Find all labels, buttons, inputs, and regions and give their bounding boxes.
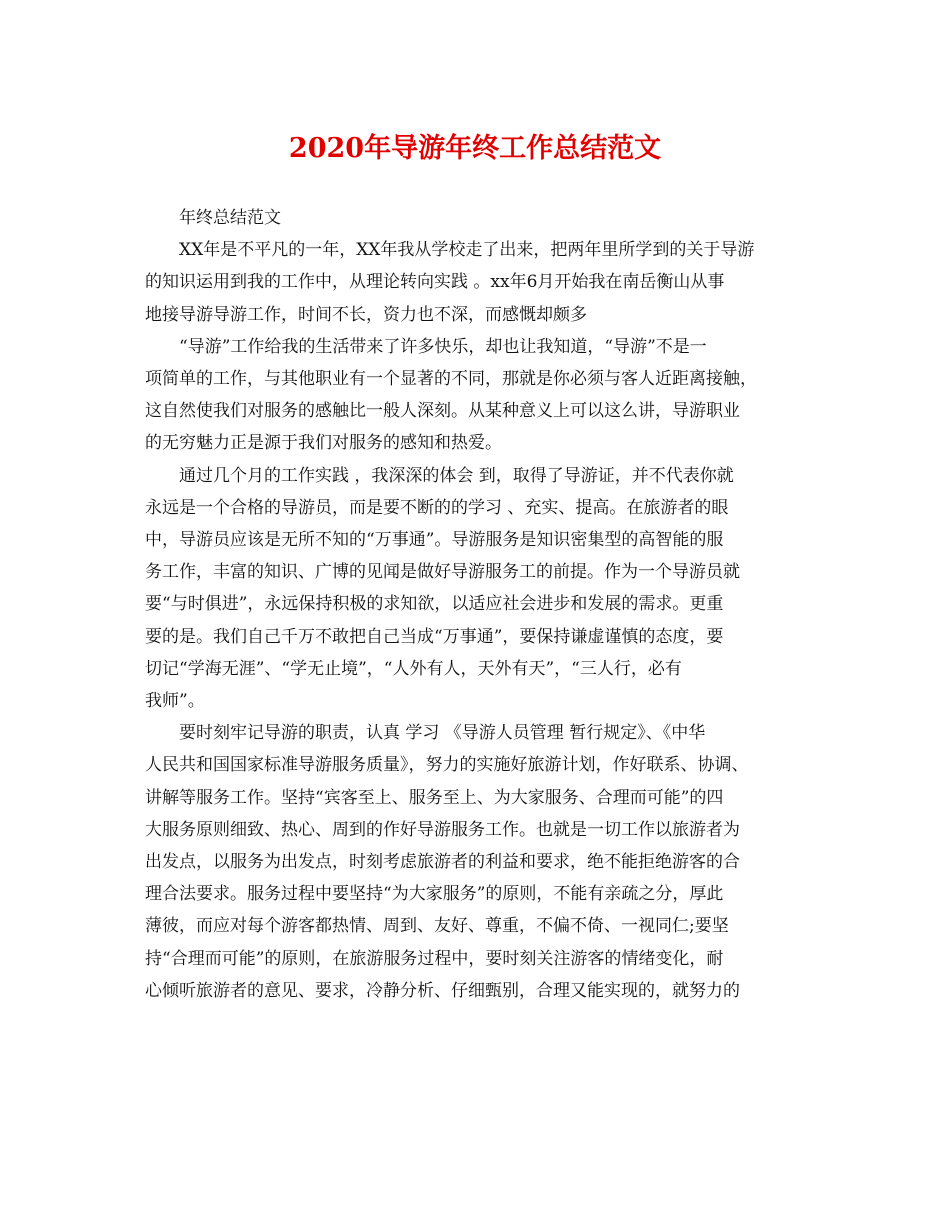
body-line: “导游”工作给我的生活带来了许多快乐，却也让我知道，“导游”不是一 bbox=[179, 336, 707, 357]
body-line: 持“合理而可能”的原则，在旅游服务过程中，要时刻关注游客的情绪变化，耐 bbox=[145, 948, 724, 969]
body-line: 的知识运用到我的工作中，从理论转向实践 。xx年6月开始我在南岳衡山从事 bbox=[145, 272, 725, 293]
body-line: 务工作，丰富的知识、广博的见闻是做好导游服务工的前提。作为一个导游员就 bbox=[145, 562, 740, 583]
body-line: 讲解等服务工作。坚持“宾客至上、服务至上、为大家服务、合理而可能”的四 bbox=[145, 787, 724, 808]
body-line: 中，导游员应该是无所不知的“万事通”。导游服务是知识密集型的高智能的服 bbox=[145, 530, 724, 551]
body-line: 这自然使我们对服务的感触比一般人深刻。从某种意义上可以这么讲，导游职业 bbox=[145, 401, 740, 422]
body-line: 要的是。我们自己千万不敢把自己当成“万事通”，要保持谦虚谨慎的态度，要 bbox=[145, 626, 724, 647]
body-line: 项简单的工作，与其他职业有一个显著的不同，那就是你必须与客人近距离接触， bbox=[145, 369, 757, 390]
body-line: 理合法要求。服务过程中要坚持“为大家服务”的原则，不能有亲疏之分，厚此 bbox=[145, 884, 724, 905]
body-line: 心倾听旅游者的意见、要求，冷静分析、仔细甄别，合理又能实现的，就努力的 bbox=[145, 980, 740, 1001]
body-line: 的无穷魅力正是源于我们对服务的感知和热爱。 bbox=[145, 433, 502, 454]
body-line: XX年是不平凡的一年，XX年我从学校走了出来，把两年里所学到的关于导游 bbox=[179, 240, 755, 261]
body-line: 薄彼，而应对每个游客都热情、周到、友好、尊重，不偏不倚、一视同仁;要坚 bbox=[145, 916, 729, 937]
body-line: 切记“学海无涯”、“学无止境”，“人外有人，天外有天”，“三人行，必有 bbox=[145, 658, 682, 679]
body-line: 我师”。 bbox=[145, 691, 205, 712]
body-line: 大服务原则细致、热心、周到的作好导游服务工作。也就是一切工作以旅游者为 bbox=[145, 819, 740, 840]
document-body bbox=[145, 202, 815, 1007]
body-line: 要时刻牢记导游的职责，认真 学习 《导游人员管理 暂行规定》、《中华 bbox=[179, 723, 706, 744]
body-line: 年终总结范文 bbox=[179, 208, 281, 228]
body-line: 永远是一个合格的导游员，而是要不断的的学习 、充实、提高。在旅游者的眼 bbox=[145, 497, 729, 518]
body-line: 通过几个月的工作实践 ，我深深的体会 到，取得了导游证，并不代表你就 bbox=[179, 465, 734, 486]
document-title: 2020年导游年终工作总结范文 bbox=[288, 133, 662, 164]
body-line: 要“与时俱进”，永远保持积极的求知欲，以适应社会进步和发展的需求。更重 bbox=[145, 594, 724, 615]
body-line: 地接导游导游工作，时间不长，资力也不深，而感慨却颇多 bbox=[145, 304, 587, 325]
body-line: 人民共和国国家标准导游服务质量》，努力的实施好旅游计划，作好联系、协调、 bbox=[145, 755, 749, 776]
body-line: 出发点，以服务为出发点，时刻考虑旅游者的利益和要求，绝不能拒绝游客的合 bbox=[145, 852, 740, 873]
